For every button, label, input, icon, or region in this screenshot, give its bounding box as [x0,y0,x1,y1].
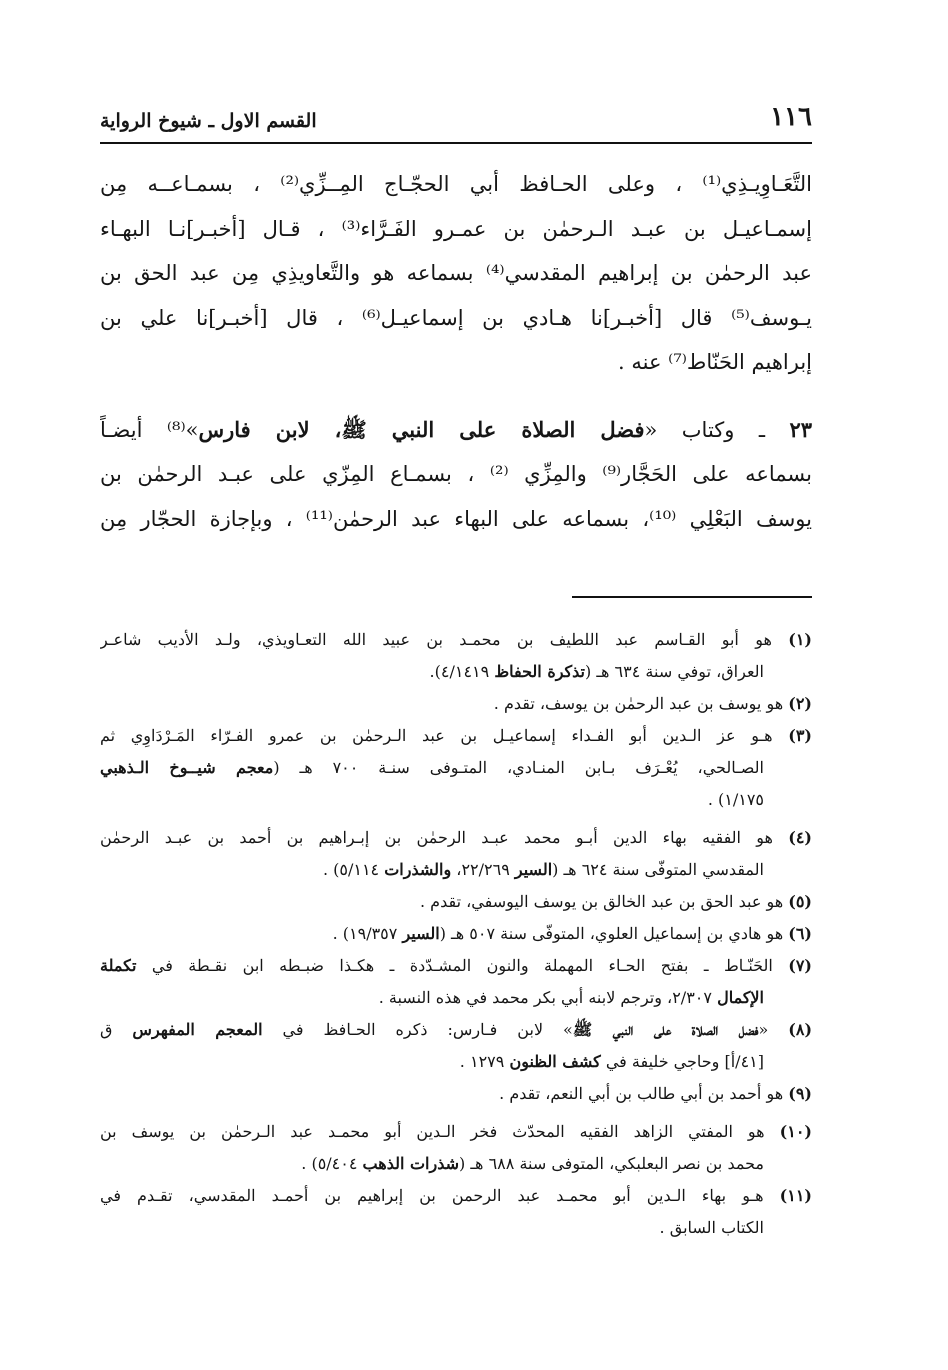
body-line: إبراهيم الحَنّاط⁽⁷⁾ عنه . [618,350,812,374]
footnote-text: محمد بن نصر البعلبكي، المتوفى سنة ٦٨٨ هـ ( [459,1154,764,1173]
source-title: السير [402,924,440,943]
footnote-text: ٥/٤٠٤) . [301,1154,363,1173]
footnote-marker: (١٠) [779,1122,812,1141]
footnote-marker: (٥) [788,892,812,911]
footnote-9 [100,1078,812,1110]
footnote-3-cont [100,752,812,784]
footnote-7-cont [100,982,812,1014]
entry-line: بسماعه على الحَجَّار⁽⁹⁾ والمِزِّي ⁽²⁾ ، بسمـاع المِزّي على عبـد الرحمٰن بن [100,462,812,486]
source-title: الإكمال [717,988,764,1007]
footnote-text: هو الفقيه بهاء الدين أبـو محمد عبـد الرحمٰن بن إبـراهيم بن أحمد بن عبـد الرحمٰن [100,828,773,847]
footnotes [100,624,812,1244]
footnote-text: هو عبد الحق بن عبد الخالق بن يوسف اليوسفي، تقدم . [420,892,784,911]
footnote-text: ق [100,1020,133,1039]
source-title: السير [514,860,553,879]
footnote-8 [100,1014,812,1046]
footnote-11-cont: الكتاب السابق . [659,1218,764,1237]
footnote-6 [100,918,812,950]
footnote-text: هو يوسف بن عبد الرحمٰن بن يوسف، تقدم . [493,694,784,713]
footnote-text: هو أحمد بن أبي طالب بن أبي النعم، تقدم . [499,1084,784,1103]
page-header [100,96,812,132]
body-line: عبد الرحمٰن بن إبراهيم المقدسي⁽⁴⁾ بسماعه هو والتَّعاويذِي مِن عبد الحق بن [100,261,812,285]
entry-intro: ـ وكتاب « [644,417,766,442]
source-title: شذرات الذهب [362,1154,460,1173]
footnote-marker: (٨) [788,1020,812,1039]
footnote-text: ١٢٧٩ . [459,1052,510,1071]
footnote-text: [٤١/أ] وحاجي خليفة في [600,1052,764,1071]
footnote-text: هـو عز الـدين أبو الفـداء إسماعيـل بن عبد الـرحمٰن بن عمرو الفـرّاء المَـرْدَاوِي ثم [100,726,773,745]
footnote-text: الحَنّـاط ـ بفتح الحـاء المهملة والنون المشـدّدة ـ هكـذا ضبـطه ابن نقـطة في [136,956,773,975]
footnote-2 [100,688,812,720]
source-title: تذكرة الحفاظ [494,662,585,681]
running-title: القسم الاول ـ شيوخ الرواية [100,110,317,132]
page-number: ١١٦ [770,102,812,132]
source-title: كشف الظنون [509,1052,601,1071]
entry-title: فضل الصلاة على النبي ﷺ، لابن فارس [198,416,645,442]
footnote-marker: (١) [788,630,812,649]
body-line: التَّعَـاوِيـذِي⁽¹⁾ ، وعلى الحـافظ أبي الحجّـاج المِــزِّي⁽²⁾ ، بسمـاعــه مِن [100,172,812,196]
footnote-marker: (٢) [788,694,812,713]
footnote-text: » لابن فـارس: ذكره الحـافظ في [262,1020,573,1039]
footnote-text: هو هادي بن إسماعيل العلوي، المتوفّى سنة ٥٠٧ هـ ( [439,924,784,943]
source-title: فضل الصلاة على النبي ﷺ [572,1020,759,1039]
footnote-text: الصـالحي، يُعْـرَف بـابن المنـادي، المتـوفى سنـة ٧٠٠ هـ ( [273,758,764,777]
footnote-text: هو أبو القـاسم عبد اللطيف بن محمـد بن عبيد الله التعـاويذي، ولـد الأديب شاعـر [100,630,772,649]
footnote-text: المقدسي المتوفّى سنة ٦٢٤ هـ ( [552,860,764,879]
source-title: المعجم المفهرس [132,1020,263,1039]
footnote-marker: (١١) [779,1186,812,1205]
footnote-marker: (٤) [788,828,812,847]
footnote-3 [100,720,812,752]
footnote-marker: (٧) [788,956,812,975]
entry-line: يوسف البَعْلِي ⁽¹⁰⁾، بسماعه على البهاء عبد الرحمٰن⁽¹¹⁾ ، وبإجازة الحجّار مِن [100,506,812,531]
footnote-4-cont [100,854,812,886]
footnote-8-cont [100,1046,812,1078]
entry-number: ٢٣ [789,416,812,442]
source-title: والشذرات [384,860,452,879]
body-line: يـوسف⁽⁵⁾ قال [أخبـر]نا هـادي بن إسماعيـل⁽⁶⁾ ، قال [أخبـر]نا علي بن [100,305,812,330]
footnote-3-cont: ١/١٧٥) . [707,790,764,809]
footnote-text: ٢٢/٢٦٩، [451,860,515,879]
footnote-text: ١٩/٣٥٧) . [332,924,403,943]
footnote-text: « [758,1020,769,1039]
footnote-rule [572,596,812,598]
entry-heading-line [100,408,812,453]
footnote-text: العراق، توفي سنة ٦٣٤ هـ ( [585,662,764,681]
footnote-5 [100,886,812,918]
source-title: معجم شيــوخ الـذهبي [100,758,274,777]
footnote-1 [100,624,812,656]
main-text [100,162,812,541]
footnote-text: هو المفتي الزاهد الفقيه المحدّث فخر الـدين أبو محمـد عبد الـرحمٰن بن يوسف بن [100,1122,765,1141]
footnote-10-cont [100,1148,812,1180]
footnote-11 [100,1180,812,1212]
footnote-marker: (٣) [788,726,812,745]
footnote-1-cont [100,656,812,688]
paragraph-gap [100,385,812,408]
footnote-text: ٥/١١٤) . [322,860,385,879]
entry-after-title: »⁽⁸⁾ أيضـاً [100,417,199,442]
body-line: إسمـاعيـل بن عبـد الـرحمٰن بن عمـرو الفَـرَّاء⁽³⁾ ، قـال [أخبـر]نـا البهـاء [100,216,812,241]
header-rule [100,142,812,144]
footnote-10 [100,1116,812,1148]
footnote-text: ٤/١٤١٩). [429,662,495,681]
footnote-text: ٢/٣٠٧، وترجم لابنه أبي بكر محمد في هذه النسبة . [378,988,718,1007]
footnote-text: هـو بهاء الـدين أبو محمـد عبد الرحمن بن إبراهيم بن أحمـد المقدسي، تقـدم في [100,1186,764,1205]
footnote-marker: (٦) [788,924,812,943]
footnote-7 [100,950,812,982]
footnote-4 [100,822,812,854]
footnote-marker: (٩) [788,1084,812,1103]
source-title: تكملة [100,956,137,975]
